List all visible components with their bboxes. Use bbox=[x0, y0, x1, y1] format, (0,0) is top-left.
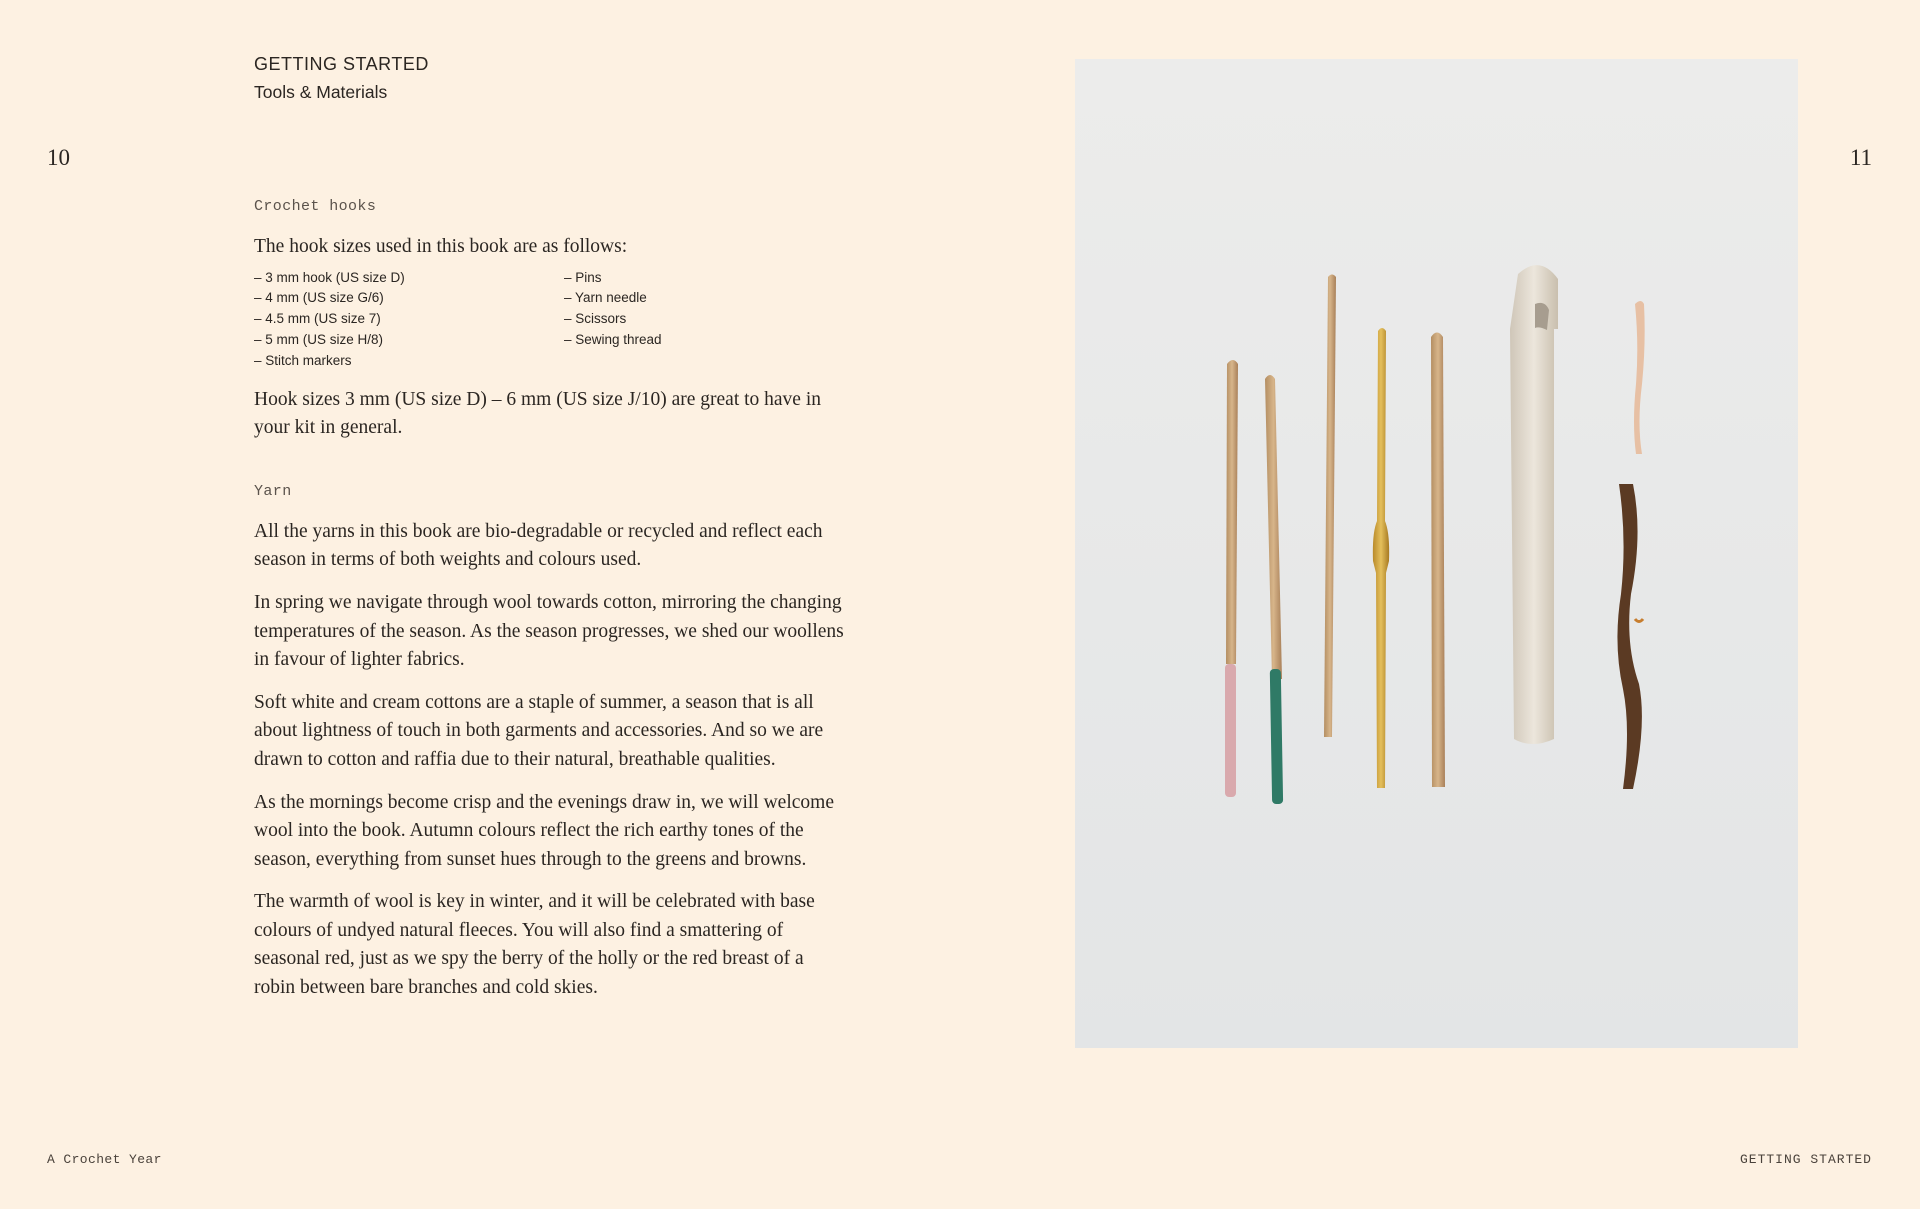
hook-list bbox=[254, 268, 854, 372]
footer-chapter: GETTING STARTED bbox=[1739, 1152, 1872, 1167]
list-item: – Yarn needle bbox=[564, 290, 647, 306]
crochet-hooks-heading: Crochet hooks bbox=[254, 198, 377, 215]
hooks-intro: The hook sizes used in this book are as follows: bbox=[254, 236, 628, 257]
yarn-paragraph: The warmth of wool is key in winter, and it will be celebrated with base colours of undyed natural fleeces. You will also find a smattering of seasonal red, just as we spy the berry of the holly or the red breast of a robin between bare branches and cold skies. bbox=[254, 891, 815, 999]
chapter-title: GETTING STARTED bbox=[254, 54, 429, 74]
section-title: Tools & Materials bbox=[254, 82, 388, 102]
list-item: – Scissors bbox=[564, 311, 627, 327]
list-item: – 4 mm (US size G/6) bbox=[254, 290, 384, 306]
carved-wooden-hook bbox=[1431, 333, 1445, 788]
list-item: – 4.5 mm (US size 7) bbox=[254, 311, 381, 327]
list-item: – Sewing thread bbox=[564, 331, 662, 347]
list-item: – Stitch markers bbox=[254, 352, 352, 368]
notions-list bbox=[564, 268, 662, 372]
hooks-note: Hook sizes 3 mm (US size D) – 6 mm (US size J/10) are great to have in your kit in general. bbox=[254, 388, 822, 439]
yarn-paragraph: In spring we navigate through wool towards cotton, mirroring the changing temperatures of the season. As the season progresses, we shed our woollens in favour of lighter fabrics. bbox=[254, 591, 844, 671]
list-item: – Pins bbox=[564, 269, 602, 285]
text-column bbox=[254, 198, 854, 1003]
list-item: – 3 mm hook (US size D) bbox=[254, 269, 405, 285]
driftwood-hook bbox=[1510, 265, 1558, 744]
page-number-right: 11 bbox=[1849, 145, 1872, 170]
footer-book-title: A Crochet Year bbox=[47, 1152, 162, 1167]
list-item: – 5 mm (US size H/8) bbox=[254, 331, 384, 347]
hooks-illustration bbox=[1075, 59, 1798, 1048]
hook-sizes-list bbox=[254, 268, 564, 372]
yarn-paragraph: All the yarns in this book are bio-degradable or recycled and reflect each season in terms of both weights and colours used. bbox=[254, 520, 823, 571]
yarn-paragraph: As the mornings become crisp and the evenings draw in, we will welcome wool into the book. Autumn colours reflect the rich earthy tones of the season, everything from sunset hues through to the greens and browns. bbox=[254, 791, 834, 870]
yarn-paragraph: Soft white and cream cottons are a staple of summer, a season that is all about lightness of touch in both garments and accessories. And so we are drawn to cotton and raffia due to their natural, breathable qualities. bbox=[254, 691, 824, 770]
crochet-hooks-photo bbox=[1075, 59, 1798, 1048]
page-number-left: 10 bbox=[47, 145, 70, 170]
yarn-heading: Yarn bbox=[254, 482, 292, 500]
